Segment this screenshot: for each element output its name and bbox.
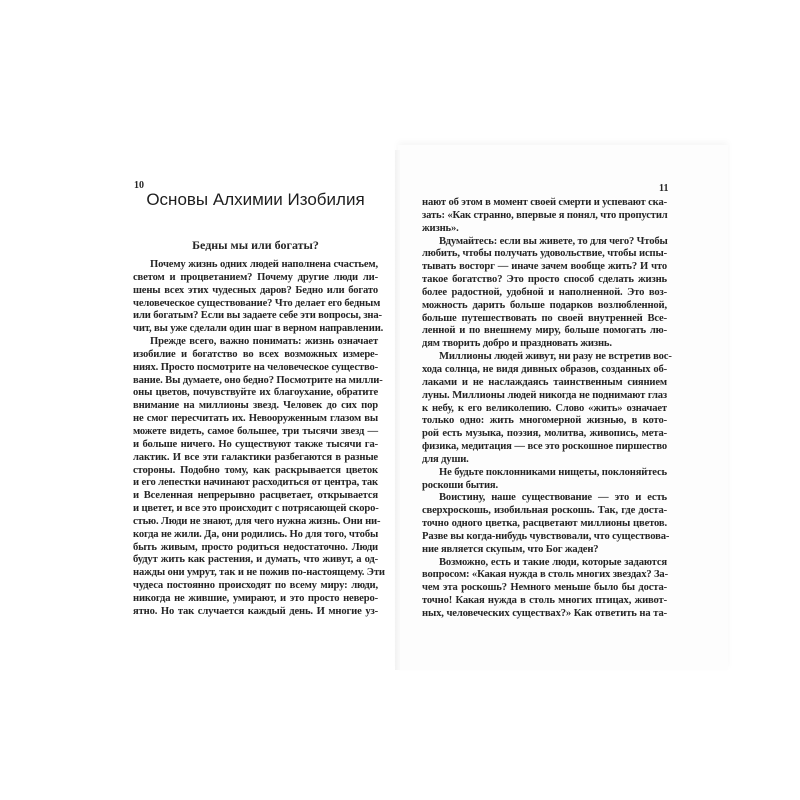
text-line: лаками и не наслаждаясь таинственным сиянием xyxy=(422,376,667,388)
text-line: или богатым? Если вы задаете себе эти вопросы, зна- xyxy=(133,310,382,322)
text-line: никогда не жившие, умирают, и это просто неверо- xyxy=(133,592,378,604)
page-number-right: 11 xyxy=(659,183,669,194)
text-line: луны. Миллионы людей никогда не поднимают глаз xyxy=(422,389,667,401)
text-line: и больше ничего. Но существуют также тысячи га- xyxy=(133,438,378,450)
section-heading: Бедны мы или богаты? xyxy=(192,238,319,252)
text-line: чит, вы уже сделали один шаг в верном направлении. xyxy=(133,323,384,335)
text-line: чудеса постоянно происходят по всему миру: люди, xyxy=(133,580,378,592)
text-line: Почему жизнь одних людей наполнена счастьем, xyxy=(150,259,378,270)
text-line: рой есть музыка, поэзия, молитва, живопись, мета- xyxy=(422,428,667,440)
text-line: точно! Какая нужда в столь многих птицах, живот- xyxy=(422,595,667,607)
text-line: ных, человеческих существах?» Как ответить на та- xyxy=(422,608,667,619)
text-line: ятно. Но так случается каждый день. И многие уз- xyxy=(133,605,378,617)
text-line: можность дарить больше подарков возлюбленной, xyxy=(422,299,667,311)
right-page-text xyxy=(422,197,672,621)
text-line: чем эта роскошь? Немного меньше было бы доста- xyxy=(422,582,667,594)
text-line: нажды они умрут, так и не пожив по-настоящему. Эти xyxy=(133,567,385,579)
text-line: ние является скупым, что Бог жаден? xyxy=(422,543,599,555)
text-line: человеческое существование? Что делает его бедным xyxy=(133,297,381,309)
text-line: точно одного цветка, расцветают миллионы цветов. xyxy=(422,518,667,530)
text-line: можете видеть, самое большее, три тысячи звезд — xyxy=(133,425,378,437)
text-line: роскоши бытия. xyxy=(422,479,499,491)
text-line: светом и процветанием? Почему другие люди ли- xyxy=(133,271,378,283)
text-line: внимание на миллионы звезд. Человек до сих пор xyxy=(133,400,378,412)
text-line: и Вселенная непрерывно расцветает, открывается xyxy=(133,490,378,502)
text-line: Миллионы людей живут, ни разу не встретив вос- xyxy=(439,351,672,363)
text-line: физика, медитация — все это роскошное пиршество xyxy=(422,441,667,453)
text-line: шены всех этих чудесных даров? Бедно или богато xyxy=(133,284,378,296)
text-line: более радостной, удобной и наполненной. Это воз- xyxy=(422,286,667,298)
left-page-text xyxy=(133,259,385,619)
text-line: только одно: жить многомерной жизнью, в кото- xyxy=(422,415,667,427)
text-line: Возможно, есть и такие люди, которые задаются xyxy=(439,556,667,568)
text-line: ниях. Просто посмотрите на человеческое существо- xyxy=(133,361,378,373)
text-line: вание. Вы думаете, оно бедно? Посмотрите на милли- xyxy=(133,374,383,386)
text-line: не смог пересчитать их. Невооруженным глазом вы xyxy=(133,413,378,425)
text-line: сверхроскошь, изобильная роскошь. Так, где доста- xyxy=(422,505,667,517)
text-line: дям творить добро и праздновать жизнь. xyxy=(422,338,612,350)
text-line: изобилие и богатство во всех возможных измере- xyxy=(133,348,378,360)
page-number-left: 10 xyxy=(134,180,144,191)
text-line: Не будьте поклонниками нищеты, поклоняйтесь xyxy=(439,466,667,478)
text-line: хода солнца, не видя дивных образов, созданных об- xyxy=(422,363,667,375)
text-line: стороны. Подобно тому, как раскрывается цветок xyxy=(133,464,378,476)
text-line: к небу, к его великолепию. Слово «жить» означает xyxy=(422,402,667,414)
text-line: ленной и по внешнему миру, больше помогать лю- xyxy=(422,325,667,337)
text-line: когда не жили. Да, они родились. Но для того, чтобы xyxy=(133,528,379,540)
text-line: зать: «Как странно, впервые я понял, что пропустил xyxy=(422,209,668,221)
text-line: для души. xyxy=(422,453,469,465)
text-line: и его лепестки начинают расходиться от центра, так xyxy=(133,477,378,489)
text-line: будут жить как растения, и думать, что живут, а од- xyxy=(133,554,378,566)
text-line: такое богатство? Это просто способ сделать жизнь xyxy=(422,274,667,286)
text-line: Разве вы когда-нибудь чувствовали, что существова- xyxy=(422,530,670,542)
text-line: Прежде всего, важно понимать: жизнь означает xyxy=(150,336,378,348)
text-line: Вдумайтесь: если вы живете, то для чего? Чтобы xyxy=(439,235,668,247)
text-line: тывать восторг — иначе зачем вообще жить? И что xyxy=(422,261,667,273)
text-line: больше путешествовать по своей внутренней Все- xyxy=(422,312,667,324)
text-line: лактик. И все эти галактики разбегаются в разные xyxy=(133,451,378,463)
book-gutter xyxy=(395,150,400,670)
text-line: жизнь». xyxy=(422,222,459,234)
text-line: нают об этом в момент своей смерти и успевают ска- xyxy=(422,197,667,208)
text-line: быть живым, просто родиться недостаточно. Люди xyxy=(133,541,378,553)
text-line: любить, чтобы получать удовольствие, чтобы испы- xyxy=(422,248,667,260)
text-line: и цветет, и все это происходит с потрясающей скоро- xyxy=(133,503,379,515)
running-title: Основы Алхимии Изобилия xyxy=(146,190,365,209)
text-line: оны цветов, почувствуйте их благоухание, обратите xyxy=(133,387,378,399)
text-line: Воистину, наше существование — это и есть xyxy=(439,492,667,504)
text-line: стью. Люди не знают, для чего нужна жизнь. Они ни- xyxy=(133,515,381,527)
text-line: вопросом: «Какая нужда в столь многих звездах? За- xyxy=(422,569,668,581)
